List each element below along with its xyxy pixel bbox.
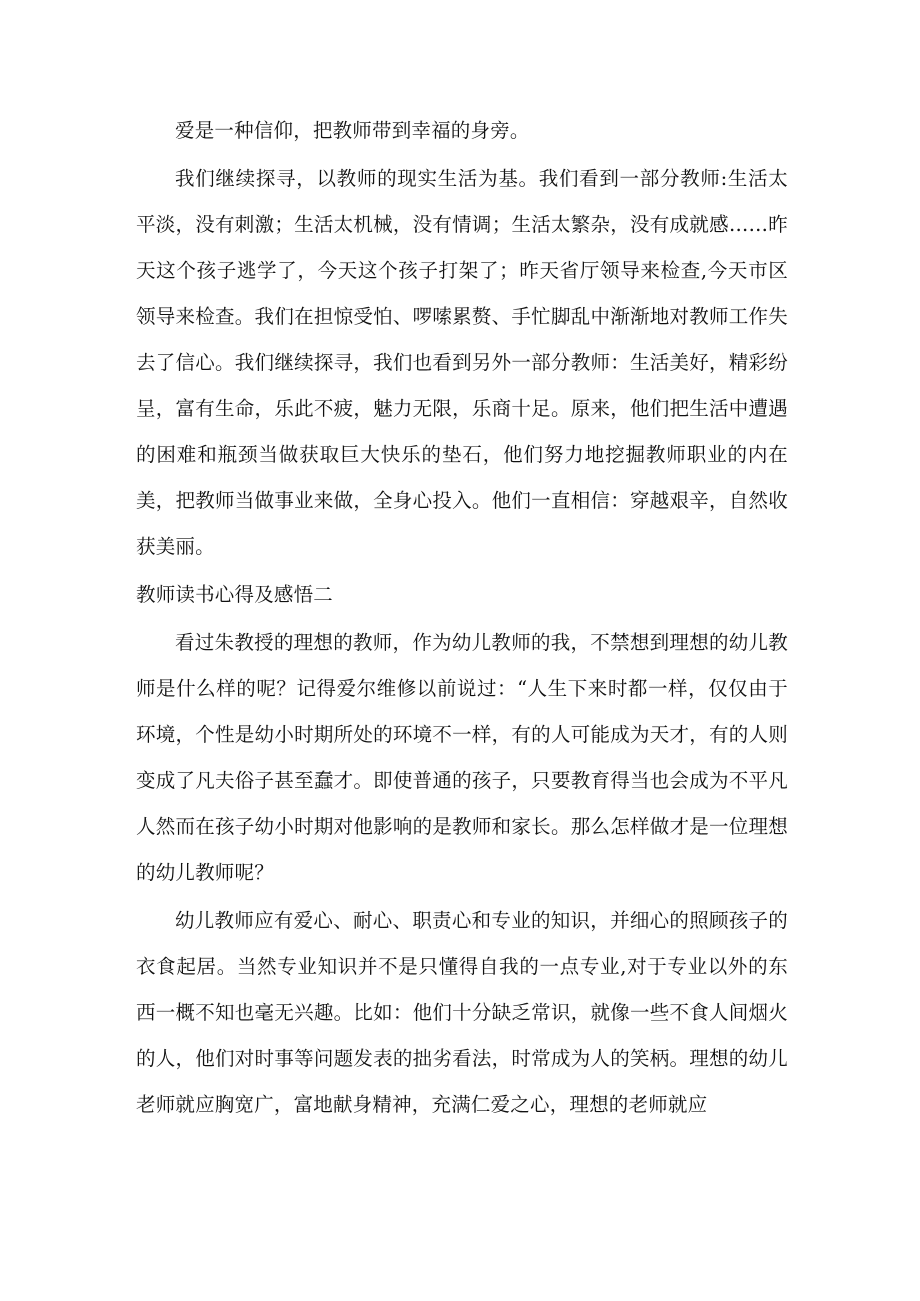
paragraph-teacher-qualities: 幼儿教师应有爱心、耐心、职责心和专业的知识，并细心的照顾孩子的衣食起居。当然专业知识并不是只懂得自我的一点专业,对于专业以外的东西一概不知也毫无兴趣。比如：他们十分缺乏常识，就像一些不食人间烟火的人，他们对时事等问题发表的拙劣看法，时常成为人的笑柄。理想的幼儿老师就应胸宽广，富地献身精神，充满仁爱之心，理想的老师就应 [136,909,788,1116]
document-body [136,108,788,1128]
paragraph-love-belief: 爱是一种信仰，把教师带到幸福的身旁。 [175,119,530,142]
paragraph-ideal-kindergarten-teacher: 看过朱教授的理想的教师，作为幼儿教师的我，不禁想到理想的幼儿教师是什么样的呢？记得爱尔维修以前说过：“人生下来时都一样，仅仅由于环境，个性是幼小时期所处的环境不一样，有的人可能成为天才，有的人则变成了凡夫俗子甚至蠢才。即使普通的孩子，只要教育得当也会成为不平凡人然而在孩子幼小时期对他影响的是教师和家长。那么怎样做才是一位理想的幼儿教师呢？ [136,631,788,884]
paragraph-teacher-life: 我们继续探寻，以教师的现实生活为基。我们看到一部分教师:生活太平淡，没有刺激；生活太机械，没有情调；生活太繁杂，没有成就感……昨天这个孩子逃学了，今天这个孩子打架了；昨天省厅领导来检查,今天市区领导来检查。我们在担惊受怕、啰嗦累赘、手忙脚乱中渐渐地对教师工作失去了信心。我们继续探寻，我们也看到另外一部分教师：生活美好，精彩纷呈，富有生命，乐此不疲，魅力无限，乐商十足。原来，他们把生活中遭遇的困难和瓶颈当做获取巨大快乐的垫石，他们努力地挖掘教师职业的内在美，把教师当做事业来做，全身心投入。他们一直相信：穿越艰辛，自然收获美丽。 [136,167,788,558]
section-heading: 教师读书心得及感悟二 [136,583,334,606]
